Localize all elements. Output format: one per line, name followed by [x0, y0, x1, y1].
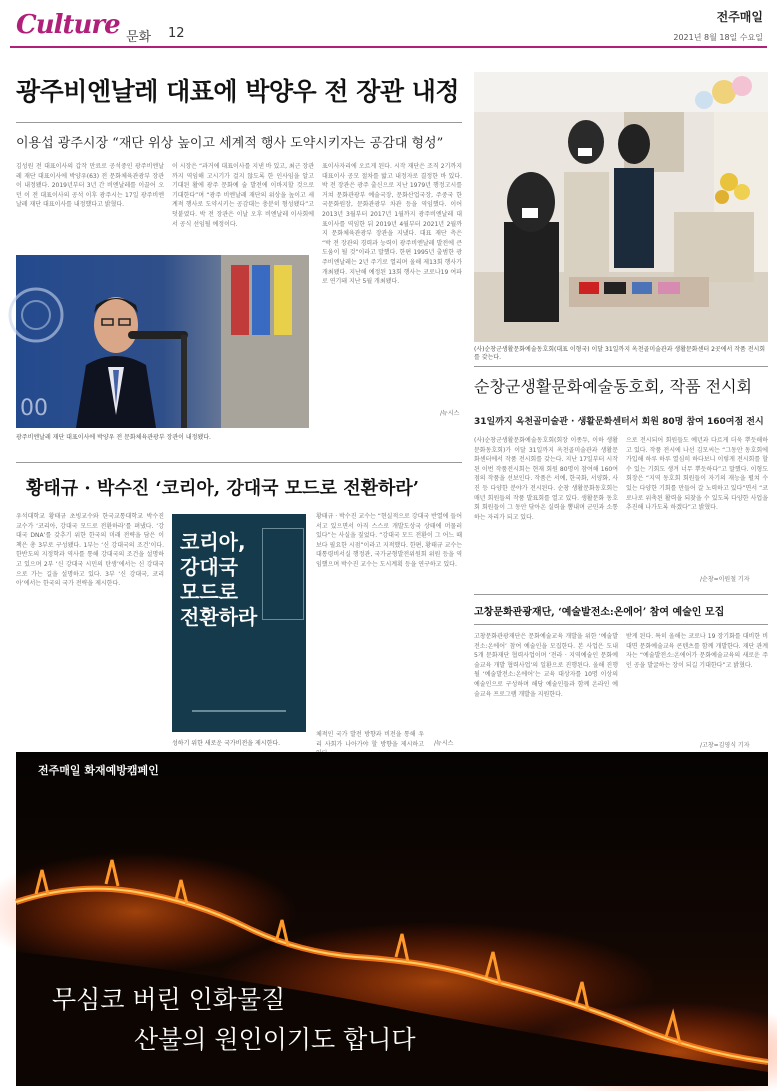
book-headline: 황태규 · 박수진 ‘코리아, 강대국 모드로 전환하라’	[26, 478, 420, 499]
sunchang-body-col1: (사)순창군생활문화예술동호회(회장 이종두, 이하 생활문화동호회)가 이달 31일까지 옥천골미술관과 생활문화센터에서 작품 전시회를 갖는다. 지난 17일부터 시작된 이번 작품전시회는 현재 회원 80명이 참여해 160여점의 작품을 선보인다. 작품은 서예, 한국화, 서양화, 사진 등 다양한 분야가 전시된다. 순창 생활문화동호회는 매년 회원들의 작품 발표회를 열고 있다. 생활문화 동호회 회원들이 그 동안 닦아온 실력을 뽐내며 군민과 소통하는 자리가 되고 있다.	[474, 437, 618, 521]
header-rule	[10, 46, 767, 48]
gochang-body-col1: 고창문화관광재단은 문화예술교육 개발을 위한 ‘예술발전소:온에어’ 참여 예술인을 모집한다. 본 사업은 도내 5개 문화재단 협력사업이며 ‘전라 · 지역예술인 문화예술교육 개발 협력사업’의 일환으로 진행된다. 올해 진행될 ‘예술발전소:온에어’는 교육 대상자를 10명 이상의 예술인으로 구성하며 해당 예술인들과 함께 온라인 예술교육 프로그램 개발을 지원한다.	[474, 633, 618, 698]
svg-text:00: 00	[20, 396, 48, 421]
book-cover-frame	[262, 528, 304, 620]
book-cover-title: 코리아, 강대국 모드로 전환하라	[180, 530, 258, 629]
gochang-headline: 고창문화관광재단, ‘예술발전소:온에어’ 참여 예술인 모집	[474, 607, 725, 618]
divider	[474, 594, 768, 595]
campaign-label: 전주매일 화재예방캠페인	[38, 764, 159, 777]
exhibition-photo-caption: (사)순창군생활문화예술동호회(대표 이형국) 이달 31일까지 옥천골미술관과 생활문화센터 2곳에서 작품 전시회를 갖는다.	[474, 346, 766, 361]
fire-prevention-ad	[16, 752, 768, 1086]
lead-photo-caption: 광주비엔날레 재단 대표이사에 박양우 전 문화체육관광부 장관이 내정됐다.	[16, 434, 211, 441]
lead-photo	[16, 255, 309, 428]
book-cover	[172, 514, 306, 732]
divider	[474, 366, 768, 367]
lead-body-col3: 표이사자리에 오르게 된다. 시작 재단은 조직 2기까지 대표이사 공모 절차를 밟고 내정자로 결정한 바 있다. 박 전 장관은 광주 출신으로 지난 1979년 행정고시를 거쳐 문화관광부 예술국장, 문화산업국장, 주중국 한국문화원장, 문화관광부 차관 등을 역임했다. 이어 2013년 3월부터 2017년 1월까지 광주비엔날레 대표이사를 역임한 뒤 2019년 4월부터 2021년 2월까지 문화체육관광부 장관을 지냈다. 대표 재단 측은 “박 전 장관의 경력과 능력이 광주비엔날레 발전에 큰 도움이 될 것”이라고 말했다. 한편 1995년 출범한 광주비엔날레는 2년 주기로 열리며 올해 제13회 행사가 개최됐다. 지난해 예정된 13회 행사는 코로나19 여파로 연기돼 지난 5월 개최됐다.	[322, 163, 462, 286]
sunchang-body-col2: 으로 전시되어 회원들도 예년과 다르게 더욱 뿌듯해하고 있다. 작품 전시에 나선 김모씨는 “그동안 동호회에 가입해 하루 하루 열심히 하다보니 이렇게 전시회를 할 수 있는 기회도 생겨 너무 뿌듯하다”고 말했다. 이형도 회장은 “지역 동호회 회원들이 자기의 재능을 펼쳐 수 있는 다양한 기회를 만들어 갈 노력하고 있다”면서 “코로나로 위축된 활력을 되찾을 수 있도록 다양한 사업을 추진해 나가도록 하겠다”고 밝혔다.	[626, 437, 768, 512]
sunchang-byline: /순창=이원철 기자	[700, 576, 750, 583]
lead-headline: 광주비엔날레 대표에 박양우 전 장관 내정	[16, 77, 460, 106]
book-body-col1: 우석대학교 황태규 초빙교수와 한국교통대학교 박수진 교수가 ‘코리아, 강대국 모드로 전환하라’를 펴냈다. ‘강대국 DNA’를 갖추기 위한 한국의 미래 전략을 담은 이 책은 총 3부로 구성됐다. 1부는 ‘신 강대국의 조건’이다. 한반도의 지정학과 역사를 통해 강대국의 조건을 설명하고 있으며 2부 ‘신 강대국 시민의 탄생’에서는 신 강대국으로 가는 길을 설명하고 있다. 3부 ‘신 강대국, 코리아’에서는 한국의 국가 전략을 제시한다.	[16, 513, 164, 588]
book-body-col2: 황태규 · 박수진 교수는 “현실적으로 강대국 반열에 들어서고 있으면서 아직 스스로 개발도상국 상태에 머물러 있다”는 사실을 짚었다. “강대국 모드 전환이 그 어느 때보다 필요한 시점”이라고 지적했다. 한편, 황태규 교수는 대통령비서실 행정관, 국가균형발전위원회 위원 등을 역임했으며 박수진 교수는 도시계획 등을 연구하고 있다.	[316, 513, 462, 568]
lead-body-col2: 이 시장은 “과거에 대표이사를 지낸 바 있고, 최근 장관까지 역임해 고시기가 걸지 않도록 한 인사임을 알고 기대된 활에 광주 문화예 술 발전에 이바지할 것으로 기대한다”며 “광주 비엔날레 재단의 위상을 높이고 세계적 행사로 도약시키는 공감대는 충분히 형성됐다”고 덧붙였다. 박 전 장관은 이날 오후 비엔날레 이사회에서 공식 선임될 예정이다.	[172, 163, 314, 228]
divider	[474, 624, 768, 625]
campaign-line1: 무심코 버린 인화물질	[52, 985, 286, 1014]
divider	[16, 122, 462, 123]
issue-date: 2021년 8월 18일 수요일	[673, 33, 763, 42]
lead-subhead: 이용섭 광주시장 “재단 위상 높이고 세계적 행사 도약시키자는 공감대 형성”	[16, 136, 444, 151]
campaign-line2: 산불의 원인이기도 합니다	[134, 1025, 416, 1054]
newspaper-name: 전주매일	[716, 10, 763, 24]
exhibition-photo	[474, 72, 768, 342]
section-name: 문화	[126, 30, 152, 45]
book-body-col3: 체적인 국가 발전 방향과 비전을 통해 우리 사회가 나아가야 할 방향을 제시하고	[316, 731, 424, 748]
page-number: 12	[168, 26, 185, 41]
book-cover-caption: 성하기 위한 새로운 국가비전을 제시한다.	[172, 740, 281, 747]
sunchang-subhead: 31일까지 옥천골미술관 · 생활문화센터서 회원 80명 참여 160여점 전시	[474, 417, 764, 427]
book-byline: /뉴시스	[434, 740, 454, 747]
lead-byline: /뉴시스	[440, 410, 460, 417]
sunchang-headline: 순창군생활문화예술동호회, 작품 전시회	[474, 377, 753, 396]
lead-body-col1: 김성원 전 대표이사의 갑작 만료로 공석중인 광주비엔날레 재단 대표이사에 박양우(63) 전 문화체육관광부 장관이 내정됐다. 2019년부터 3년 간 비엔날레를 이끌어 오던 이 전 대표이사의 공석 이후 광주시는 17일 광주비엔날레 재단 대표이사를 내정했다고 밝혔다.	[16, 163, 164, 209]
section-logo: Culture	[16, 10, 120, 40]
divider	[16, 462, 462, 463]
book-cover-line	[192, 710, 286, 712]
gochang-body-col2: 받게 된다. 특히 올해는 코로나 19 장기화를 대비한 비대면 문화예술교육 콘텐츠를 함께 개발한다. 재단 관계자는 “예술발전소:온에어가 문화예술교육의 새로운 주인 공을 발굴하는 장이 되길 기대한다”고 밝혔다.	[626, 633, 768, 669]
gochang-byline: /고창=김영식 기자	[700, 742, 750, 749]
